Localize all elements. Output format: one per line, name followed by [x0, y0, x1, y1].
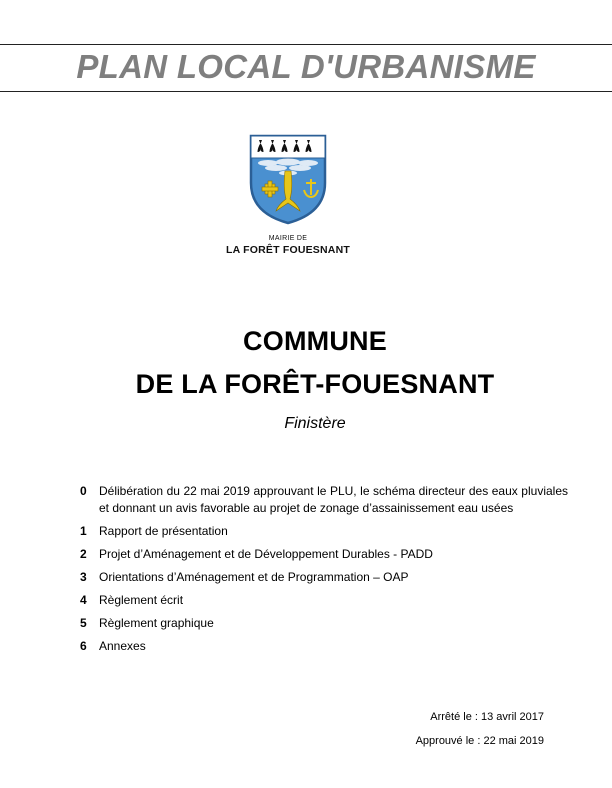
list-item	[80, 569, 568, 586]
item-text: Règlement graphique	[99, 616, 214, 630]
item-text: Projet d’Aménagement et de Développement Durables - PADD	[99, 547, 433, 561]
item-text: Rapport de présentation	[99, 524, 228, 538]
department-label: Finistère	[284, 415, 346, 432]
logo-caption-small: MAIRIE DE	[268, 235, 308, 242]
item-number: 6	[80, 639, 87, 653]
item-text: Annexes	[99, 639, 146, 653]
list-item	[80, 592, 568, 609]
item-number: 0	[80, 484, 87, 498]
arrete-date: Arrêté le : 13 avril 2017	[430, 711, 544, 723]
page-title: PLAN LOCAL D'URBANISME	[76, 48, 536, 85]
coat-of-arms-logo	[248, 133, 328, 225]
list-item	[80, 638, 568, 655]
document-list	[80, 483, 568, 661]
item-number: 3	[80, 570, 87, 584]
logo-caption-name: LA FORÊT FOUESNANT	[226, 244, 350, 256]
item-number: 1	[80, 524, 87, 538]
approval-date: Approuvé le : 22 mai 2019	[415, 735, 544, 747]
item-number: 5	[80, 616, 87, 630]
list-item	[80, 523, 568, 540]
item-text: Orientations d’Aménagement et de Programmation – OAP	[99, 570, 409, 584]
list-item	[80, 483, 568, 517]
list-item	[80, 546, 568, 563]
list-item	[80, 615, 568, 632]
commune-heading-line1: COMMUNE	[243, 326, 387, 356]
header-bottom-rule	[0, 91, 612, 92]
header-top-rule	[0, 44, 612, 45]
item-text: Délibération du 22 mai 2019 approuvant le PLU, le schéma directeur des eaux pluviales et donnant un avis favorable au projet de zonage d’assainissement eau usées	[99, 484, 568, 515]
commune-heading-line2: DE LA FORÊT-FOUESNANT	[135, 369, 495, 399]
item-number: 2	[80, 547, 87, 561]
item-text: Règlement écrit	[99, 593, 184, 607]
item-number: 4	[80, 593, 87, 607]
